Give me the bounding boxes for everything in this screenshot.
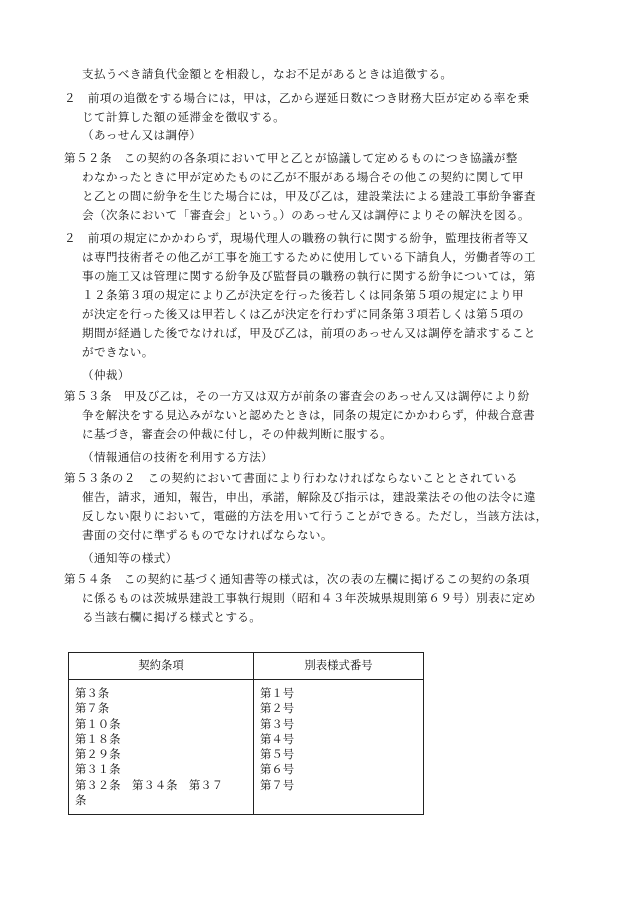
text-line: る当該右欄に掲げる様式とする。 <box>82 610 262 624</box>
text-line: に係るものは茨城県建設工事執行規則（昭和４３年茨城県規則第６９号）別表に定め <box>82 591 536 605</box>
text-line: は専門技術者その他乙が工事を施工するために使用している下請負人，労働者等の工 <box>82 250 536 264</box>
table-cell-articles <box>69 680 254 815</box>
text-line: ２ 前項の規定にかかわらず，現場代理人の職務の執行に関する紛争，監理技術者等又 <box>64 231 529 245</box>
text-line: ができない。 <box>82 345 154 359</box>
section-heading: （あっせん又は調停） <box>82 128 202 142</box>
text-line: 会（次条において「審査会」という。）のあっせん又は調停によりその解決を図る。 <box>82 208 530 222</box>
form-number: 第７号 <box>260 777 295 792</box>
text-line: 期間が経過した後でなければ，甲及び乙は，前項のあっせん又は調停を請求すること <box>82 326 536 340</box>
text-line: １２条第３項の規定により乙が決定を行った後若しくは同条第５項の規定により甲 <box>82 288 524 302</box>
article-ref: 第１０条 <box>75 716 121 731</box>
text-line: わなかったときに甲が定めたものに乙が不服がある場合その他この契約に関して甲 <box>82 170 524 184</box>
text-line: と乙との間に紛争を生じた場合には，甲及び乙は，建設業法による建設工事紛争審査 <box>82 189 536 203</box>
form-number: 第３号 <box>260 716 295 731</box>
text-line: 催告，請求，通知，報告，申出，承諾，解除及び指示は，建設業法その他の法令に違 <box>82 490 536 504</box>
table-cell-form-numbers <box>254 680 424 815</box>
table-header-row <box>69 653 424 680</box>
table-header-left: 契約条項 <box>69 653 254 680</box>
article-ref: 第１８条 <box>75 731 121 746</box>
article-line: 第５４条 この契約に基づく通知書等の様式は，次の表の左欄に掲げるこの契約の条項 <box>64 572 530 586</box>
article-ref: 条 <box>75 793 87 808</box>
form-table <box>68 652 424 815</box>
form-number: 第１号 <box>260 686 295 700</box>
article-line: 第５３条 甲及び乙は，その一方又は双方が前条の審査会のあっせん又は調停により紛 <box>64 389 530 403</box>
table-header-right: 別表様式番号 <box>254 653 424 680</box>
article-ref: 第３条 <box>75 686 110 700</box>
section-heading: （情報通信の技術を利用する方法） <box>82 450 274 464</box>
section-heading: （通知等の様式） <box>82 551 178 565</box>
text-line: 支払うべき請負代金額とを相殺し，なお不足があるときは追徴する。 <box>82 67 453 81</box>
article-ref: 第３１条 <box>75 762 121 777</box>
table-row <box>69 680 424 815</box>
section-heading: （仲裁） <box>82 368 130 382</box>
text-line: じて計算した額の延滞金を徴収する。 <box>82 110 286 124</box>
article-line: 第５３条の２ この契約において書面により行わなければならないこととされている <box>64 471 518 485</box>
text-line: 争を解決をする見込みがないと認めたときは，同条の規定にかかわらず，仲裁合意書 <box>82 408 535 422</box>
form-number: 第５号 <box>260 747 295 762</box>
article-ref: 第３２条 第３４条 第３７ <box>75 777 224 792</box>
text-line: 事の施工又は管理に関する紛争及び監督員の職務の執行に関する紛争については，第 <box>82 269 536 283</box>
article-ref: 第７条 <box>75 701 110 716</box>
text-line: が決定を行った後又は甲若しくは乙が決定を行わずに同条第３項若しくは第５項の <box>82 307 524 321</box>
article-line: 第５２条 この契約の各条項において甲と乙とが協議して定めるものにつき協議が整 <box>64 151 518 165</box>
form-number: 第２号 <box>260 701 295 716</box>
text-line: に基づき，審査会の仲裁に付し，その仲裁判断に服する。 <box>82 427 393 441</box>
text-line: 書面の交付に準ずるものでなければならない。 <box>82 528 333 542</box>
text-line: ２ 前項の追徴をする場合には，甲は，乙から遅延日数につき財務大臣が定める率を乗 <box>64 91 530 105</box>
form-number: 第４号 <box>260 731 295 746</box>
form-number: 第６号 <box>260 762 295 777</box>
article-ref: 第２９条 <box>75 747 121 762</box>
text-line: 反しない限りにおいて，電磁的方法を用いて行うことができる。ただし，当該方法は， <box>82 509 548 523</box>
